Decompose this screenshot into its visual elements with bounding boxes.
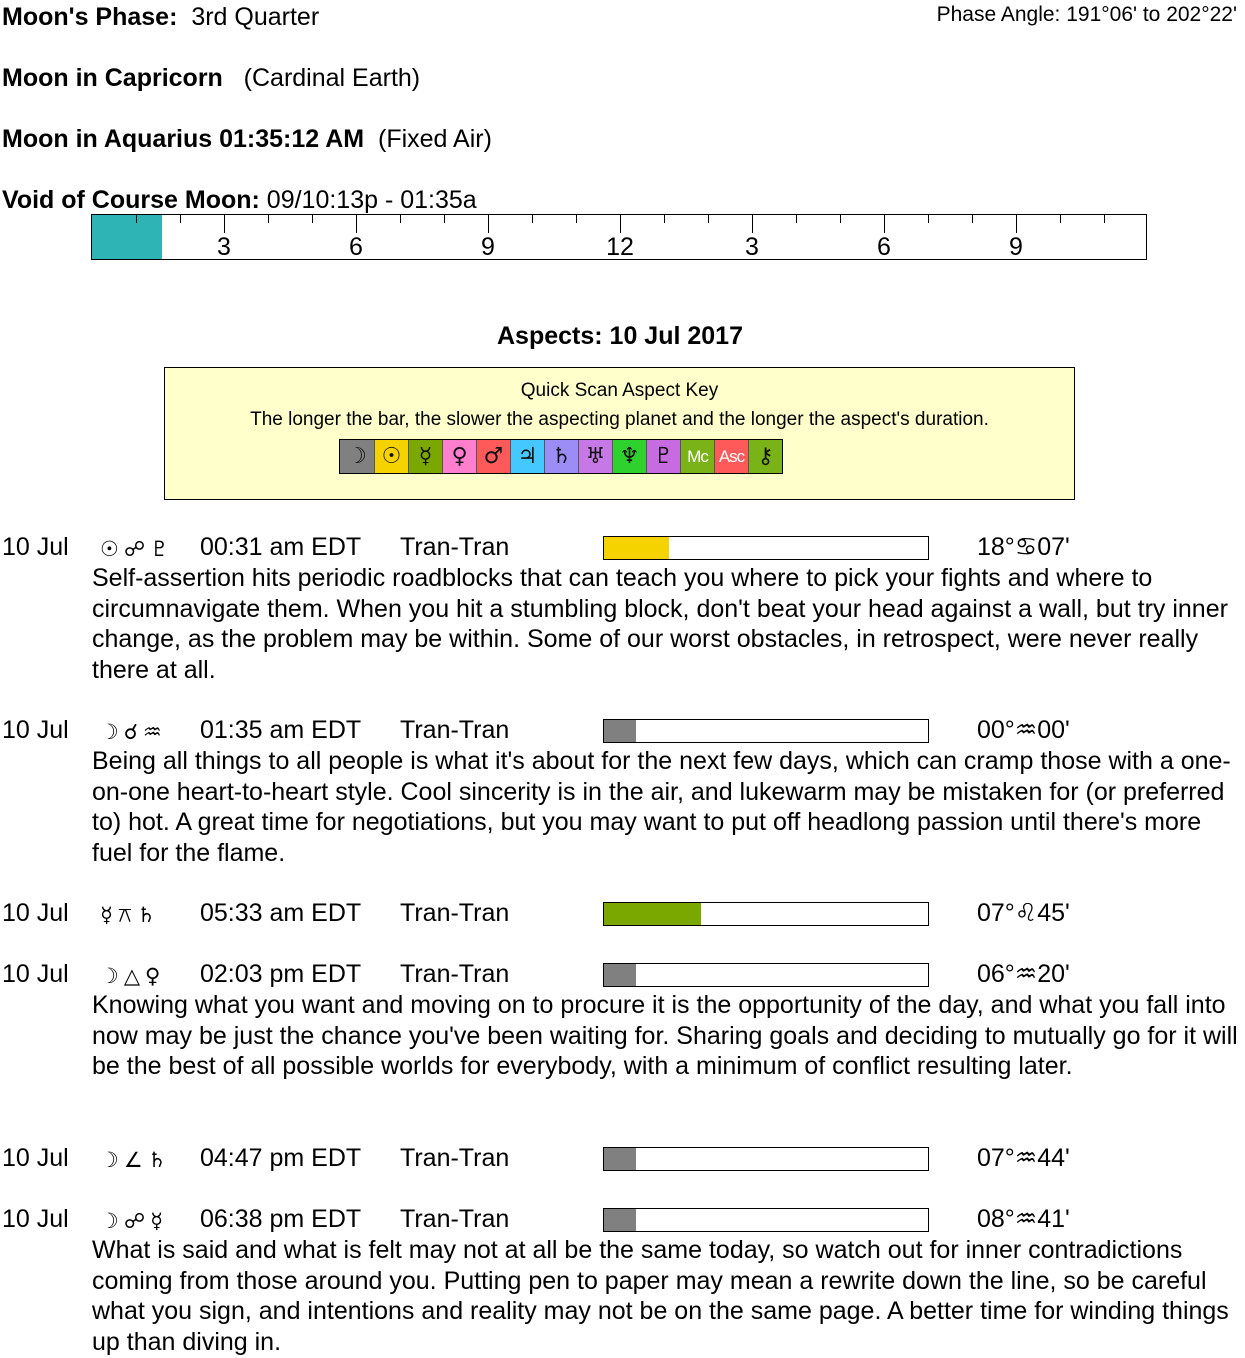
aspect-description: What is said and what is felt may not at all be the same today, so watch out for inner contradictions coming from those around you. Putting pen to paper may mean a rewrite down the line, so be careful what you sign, and intentions and reality may not be on the same page. A better time for winding things up than diving in. (92, 1236, 1229, 1356)
voc-tick (928, 215, 929, 223)
aspect-date: 10 Jul (2, 1144, 69, 1172)
voc-tick (620, 215, 621, 233)
voc-tick (1016, 215, 1017, 233)
voc-tick (224, 215, 225, 233)
aspect-duration-fill (604, 1148, 636, 1170)
voc-timeline (91, 214, 1147, 260)
aspect-symbols-icon: ☽☌♒ (100, 720, 167, 744)
aspect-duration-fill (604, 964, 636, 986)
aspect-duration-bar (603, 536, 929, 560)
aspect-position: 07°♒44' (977, 1144, 1070, 1172)
aspect-kind: Tran-Tran (400, 1144, 510, 1172)
aspect-position: 00°♒00' (977, 716, 1070, 744)
aspect-time: 01:35 am EDT (200, 716, 362, 744)
moon-sign (2, 63, 420, 93)
key-pluto-icon: ♇ (646, 440, 680, 473)
voc-tick (136, 215, 137, 223)
voc-tick (1104, 215, 1105, 223)
voc-tick (268, 215, 269, 223)
aspect-duration-fill (604, 720, 636, 742)
voc-tick-label: 3 (745, 233, 759, 260)
moon-sign-detail: (Cardinal Earth) (243, 64, 421, 92)
voc-label: Void of Course Moon: (2, 186, 260, 214)
voc-tick (972, 215, 973, 223)
aspect-time: 05:33 am EDT (200, 899, 362, 927)
key-midheaven-icon: Mc (680, 440, 714, 473)
aspect-position: 06°♒20' (977, 960, 1070, 988)
voc-value: 09/10:13p - 01:35a (266, 186, 477, 214)
key-jupiter-icon: ♃ (510, 440, 544, 473)
key-moon-icon: ☽ (340, 440, 374, 473)
aspect-date: 10 Jul (2, 716, 69, 744)
voc-tick (444, 215, 445, 223)
aspect-date: 10 Jul (2, 960, 69, 988)
aspect-duration-fill (604, 903, 701, 925)
key-mars-icon: ♂ (476, 440, 510, 473)
key-saturn-icon: ♄ (544, 440, 578, 473)
voc-tick (180, 215, 181, 223)
key-ascendant-icon: Asc (714, 440, 748, 473)
aspect-duration-fill (604, 537, 669, 559)
aspect-description: Self-assertion hits periodic roadblocks that can teach you where to pick your fights and where to circumnavigate them. When you hit a stumbling block, don't beat your head against a wall, but try inner change, as the problem may be within. Some of our worst obstacles, in retrospect, were never really there at all. (92, 564, 1228, 684)
aspect-duration-bar (603, 902, 929, 926)
aspect-description: Being all things to all people is what it's about for the next few days, which can cramp those with a one-on-one heart-to-heart style. Cool sincerity is in the air, and lukewarm may be mistaken for (or preferred to) hot. A great time for negotiations, but you may want to put off headlong passion until there's more fuel for the flame. (92, 747, 1231, 867)
voc-tick (400, 215, 401, 223)
voc-tick-label: 3 (217, 233, 231, 260)
key-neptune-icon: ♆ (612, 440, 646, 473)
voc-tick-label: 6 (349, 233, 363, 260)
key-chiron-icon: ⚷ (748, 440, 782, 473)
voc-tick (796, 215, 797, 223)
voc-tick-label: 6 (877, 233, 891, 260)
key-title: Quick Scan Aspect Key (520, 380, 719, 401)
aspect-time: 04:47 pm EDT (200, 1144, 362, 1172)
voc-tick-label: 12 (606, 233, 634, 260)
aspect-duration-bar (603, 963, 929, 987)
aspects-title: Aspects: 10 Jul 2017 (497, 322, 743, 350)
aspect-time: 02:03 pm EDT (200, 960, 362, 988)
aspect-symbols-icon: ☽☍☿ (100, 1209, 168, 1233)
aspect-description: Knowing what you want and moving on to procure it is the opportunity of the day, and what you fall into now may be just the chance you've been waiting for. Sharing goals and deciding to mutually go for it will be the best of all possible worlds for everybody, with a minimum of conflict resulting later. (92, 991, 1238, 1080)
aspect-position: 18°♋07' (977, 533, 1070, 561)
voc-tick (840, 215, 841, 223)
key-mercury-icon: ☿ (408, 440, 442, 473)
key-uranus-icon: ♅ (578, 440, 612, 473)
voc-tick (1060, 215, 1061, 223)
moon-phase-label: Moon's Phase: (2, 3, 178, 31)
moon-ingress (2, 124, 492, 154)
aspect-kind: Tran-Tran (400, 960, 510, 988)
aspect-duration-bar (603, 719, 929, 743)
planet-key-row (339, 439, 783, 474)
voc-tick (708, 215, 709, 223)
phase-angle: Phase Angle: 191°06' to 202°22' (936, 3, 1237, 26)
aspect-position: 08°♒41' (977, 1205, 1070, 1233)
aspect-duration-bar (603, 1147, 929, 1171)
aspect-symbols-icon: ☽△♀ (100, 964, 166, 988)
voc-tick (488, 215, 489, 233)
moon-ingress-label: Moon in Aquarius 01:35:12 AM (2, 125, 365, 153)
aspect-kind: Tran-Tran (400, 533, 510, 561)
aspect-symbols-icon: ☽∠♄ (100, 1148, 172, 1172)
key-sun-icon: ☉ (374, 440, 408, 473)
voc-tick (576, 215, 577, 223)
moon-sign-label: Moon in Capricorn (2, 64, 223, 92)
aspect-date: 10 Jul (2, 1205, 69, 1233)
moon-phase (2, 2, 319, 32)
aspect-time: 06:38 pm EDT (200, 1205, 362, 1233)
aspect-key (164, 367, 1075, 500)
aspect-symbols-icon: ☉☍♇ (100, 537, 174, 561)
voc-tick-label: 9 (1009, 233, 1023, 260)
aspect-duration-fill (604, 1209, 636, 1231)
aspect-kind: Tran-Tran (400, 716, 510, 744)
voc-tick (884, 215, 885, 233)
voc-tick (312, 215, 313, 223)
voc-tick (532, 215, 533, 223)
aspect-duration-bar (603, 1208, 929, 1232)
voc-fill (92, 215, 162, 259)
key-venus-icon: ♀ (442, 440, 476, 473)
voc-tick-label: 9 (481, 233, 495, 260)
aspect-position: 07°♌45' (977, 899, 1070, 927)
aspect-kind: Tran-Tran (400, 899, 510, 927)
aspect-date: 10 Jul (2, 899, 69, 927)
voc-tick (664, 215, 665, 223)
voc-tick (356, 215, 357, 233)
aspect-symbols-icon: ☿⚻♄ (100, 903, 161, 927)
aspect-time: 00:31 am EDT (200, 533, 362, 561)
key-description: The longer the bar, the slower the aspecting planet and the longer the aspect's duration. (250, 409, 989, 430)
void-of-course (2, 185, 477, 215)
voc-tick (752, 215, 753, 233)
moon-phase-value: 3rd Quarter (191, 3, 320, 31)
moon-ingress-detail: (Fixed Air) (378, 125, 492, 153)
aspect-date: 10 Jul (2, 533, 69, 561)
aspect-kind: Tran-Tran (400, 1205, 510, 1233)
